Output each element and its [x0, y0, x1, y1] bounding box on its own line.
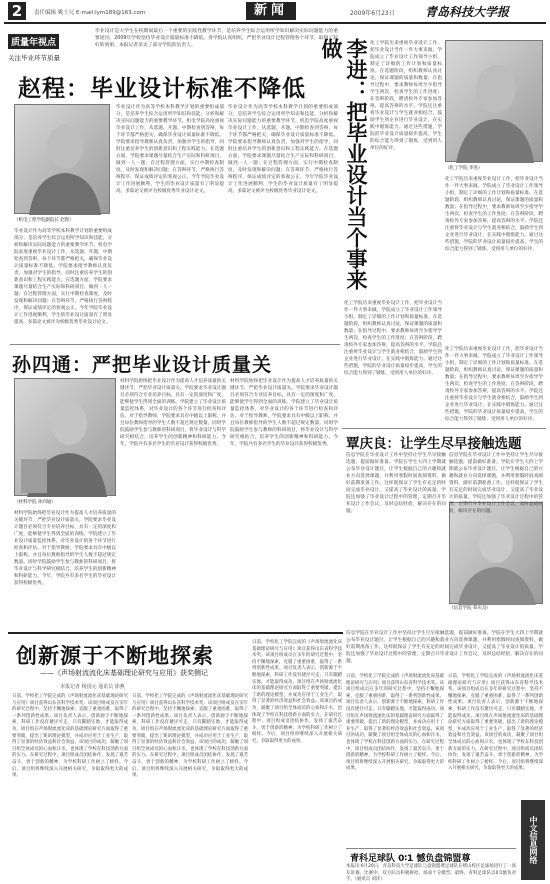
headline-sun: 孙四通：严把毕业设计质量关: [12, 354, 273, 376]
editor-line: 责任编辑 姚士兄 E-mail:lym189@163.com: [34, 10, 146, 16]
body-li-4: 化工学院历来重视毕业设计工作，把毕业设计当作一件大事来做。学院成立了毕业设计工作领导小组，制定了详细的工作计划和质量标准。在选题阶段，组织教师认真讨论，保证课题的质量和数量；在指导过程中，要求教师每周至少指导学生两次，检查学生的工作进度；在答辩阶段，聘请校外专家参加答辩，提高答辩的水平。学院还注重将毕业设计与学生就业相结合，鼓励学生到企业进行毕业设计，在实践中锻炼能力。通过这些措施，学院的毕业设计质量稳步提高，学生的综合能力得到了锻炼，受到用人单位的好评。: [445, 347, 543, 422]
paper-name: 青岛科技大学报: [425, 5, 510, 19]
page-number: 2: [8, 2, 26, 20]
body-sun-1: 材料学院始终把毕业设计作为提高人才培养质量的关键环节，严把毕业设计质量关。学院要求毕业设计题目必须符合专业培养目标，具有一定的深度和广度，能够使学生得到全面的训练。学院建立了毕业设计质量监控体系，对毕业设计的各个环节进行检查和评估。对于指导教师，学院要求具有中级以上职称，并且每位教师指导的学生人数不超过规定数量。同时学院鼓励学生参与教师的科研项目，将毕业设计与科学研究相结合，培养学生的创新精神和科研能力。今年，学院共有多名学生的毕业设计获得校级优秀。: [14, 511, 116, 586]
body-innovation-2: 日前，学校化工学院完成的《声场射流流化床基础理论研究与应用》项目获得山东省科学技术奖。该项目组成员在多年的研究过程中，坚持不懈地探索，克服了重重困难，取得了一系列创新性成果。项目负责人表示，创新源于不断地探索，科研工作没有捷径可走，只有脚踏实地，才能取得成功。项目组在声场射流流化床的基础理论研究方面取得了重要突破，提出了新的理论模型，并成功应用于工业生产，取得了显著的经济效益和社会效益。该项目的成功，凝聚了项目组全体成员的心血和汗水，也体现了学校在科技创新方面的实力。在研究过程中，项目组成员团结协作，发扬了艰苦奋斗、勇于创新的精神，为学校科研工作树立了榜样。今后，项目组将继续深入开展相关研究，争取取得更大的成果。: [132, 694, 248, 779]
masthead: [0, 0, 550, 24]
masthead-rule: [4, 22, 546, 24]
issue-date: 2009年6月23日: [350, 10, 395, 17]
caption-zhao: （机电工程学院副院长 赵程）: [14, 218, 74, 223]
headline-innovation: 创新源于不断地探索: [16, 644, 214, 668]
caption-qin: （信息学院 覃庆良）: [449, 606, 491, 611]
section-divider: [8, 632, 343, 634]
photo-zhao: [14, 104, 110, 214]
body-innovation-1: 日前，学校化工学院完成的《声场射流流化床基础理论研究与应用》项目获得山东省科学技术奖。该项目组成员在多年的研究过程中，坚持不懈地探索，克服了重重困难，取得了一系列创新性成果。项目负责人表示，创新源于不断地探索，科研工作没有捷径可走，只有脚踏实地，才能取得成功。项目组在声场射流流化床的基础理论研究方面取得了重要突破，提出了新的理论模型，并成功应用于工业生产，取得了显著的经济效益和社会效益。该项目的成功，凝聚了项目组全体成员的心血和汗水，也体现了学校在科技创新方面的实力。在研究过程中，项目组成员团结协作，发扬了艰苦奋斗、勇于创新的精神，为学校科研工作树立了榜样。今后，项目组将继续深入开展相关研究，争取取得更大的成果。: [12, 694, 128, 779]
caption-sun: （材料学院 孙四通）: [14, 500, 56, 505]
portrait-icon: [15, 105, 111, 215]
caption-li: （化工学院 李进）: [445, 166, 483, 171]
lead-text: 毕业设计是大学生在校期间最后一个重要的实践性教学环节，是培养学生综合运用所学知识解决实际问题能力的重要途径。2009年学校坚持毕业设计质量标准不降低，各学院认真组织，严把毕业设计过程管理各个环节，取得了较好的效果。本报记者采访了部分学院的负责人。: [95, 29, 338, 48]
subhead-innovation: ——《声场射流流化床基础理论研究与应用》获奖侧记: [40, 669, 208, 677]
section-title: 新闻: [246, 2, 296, 20]
body-sun-3: 材料学院始终把毕业设计作为提高人才培养质量的关键环节，严把毕业设计质量关。学院要求毕业设计题目必须符合专业培养目标，具有一定的深度和广度，能够使学生得到全面的训练。学院建立了毕业设计质量监控体系，对毕业设计的各个环节进行检查和评估。对于指导教师，学院要求具有中级以上职称，并且每位教师指导的学生人数不超过规定数量。同时学院鼓励学生参与教师的科研项目，将毕业设计与科学研究相结合，培养学生的创新精神和科研能力。今年，学院共有多名学生的毕业设计获得校级优秀。: [230, 379, 338, 447]
body-zhao-1: 毕业设计作为高等学校本科教学计划的重要组成部分，是培养学生综合运用所学知识和技能，分析和解决实际问题能力的重要教学环节。机电学院高度重视毕业设计工作，从选题、开题、中期检查到答辩，每个环节都严格把关，确保毕业设计质量标准不降低。学院要求指导教师认真负责，加强对学生的指导，同时注重培养学生的创新意识和工程实践能力。在选题方面，学院要求课题尽量结合生产实际和科研项目，做到一人一题；在过程管理方面，实行中期检查制度，及时发现和解决问题；在答辩环节，严格执行答辩程序，保证成绩评定的客观公正。今年学院毕业设计工作进展顺利，学生的毕业设计质量有了明显提高，多篇论文被评为校级优秀毕业设计论文。: [14, 229, 112, 325]
photo-sun: [14, 378, 116, 496]
body-li-3: 化工学院历来重视毕业设计工作，把毕业设计当作一件大事来做。学院成立了毕业设计工作领导小组，制定了详细的工作计划和质量标准。在选题阶段，组织教师认真讨论，保证课题的质量和数量；在指导过程中，要求教师每周至少指导学生两次，检查学生的工作进度；在答辩阶段，聘请校外专家参加答辩，提高答辩的水平。学院还注重将毕业设计与学生就业相结合，鼓励学生到企业进行毕业设计，在实践中锻炼能力。通过这些措施，学院的毕业设计质量稳步提高，学生的综合能力得到了锻炼，受到用人单位的好评。: [344, 301, 442, 376]
body-qin-1: 信息学院在毕业设计工作中坚持让学生尽早接触选题，提前做好准备。学院在学生大四上学期就公布毕业设计题目，让学生根据自己的兴趣和就业方向选择课题，并利用寒假时间查阅资料，做好前期准备工作。这样既保证了学生有充足的时间完成毕业设计，又提高了毕业设计的质量。学院还加强了毕业设计过程中的管理，定期召开毕业设计工作会议，及时总结经验，解决存在的问题。: [346, 453, 446, 514]
photo-li: [445, 40, 543, 162]
body-football: 本报讯 6月20日，青岛科技大学足球队与盘锦盟尊足球队在崂山校区足球场进行了一场友谊赛。比赛中，双方队员积极拼抢，场面十分激烈。最终，青科足球队以0∶1憾负对手。（通讯员 刘洋）: [346, 864, 516, 883]
rule-2: [342, 428, 546, 429]
headline-zhao: 赵程：毕业设计标准不降低: [18, 76, 306, 102]
column-tag-title: 质量年视点: [8, 34, 59, 49]
headline-football: 青科足球队 0∶1 憾负盘锦盟尊: [350, 854, 471, 864]
body-li-2: 化工学院历来重视毕业设计工作，把毕业设计当作一件大事来做。学院成立了毕业设计工作领导小组，制定了详细的工作计划和质量标准。在选题阶段，组织教师认真讨论，保证课题的质量和数量；在指导过程中，要求教师每周至少指导学生两次，检查学生的工作进度；在答辩阶段，聘请校外专家参加答辩，提高答辩的水平。学院还注重将毕业设计与学生就业相结合，鼓励学生到企业进行毕业设计，在实践中锻炼能力。通过这些措施，学院的毕业设计质量稳步提高，学生的综合能力得到了锻炼，受到用人单位的好评。: [445, 177, 543, 252]
body-sun-2: 材料学院始终把毕业设计作为提高人才培养质量的关键环节，严把毕业设计质量关。学院要求毕业设计题目必须符合专业培养目标，具有一定的深度和广度，能够使学生得到全面的训练。学院建立了毕业设计质量监控体系，对毕业设计的各个环节进行检查和评估。对于指导教师，学院要求具有中级以上职称，并且每位教师指导的学生人数不超过规定数量。同时学院鼓励学生参与教师的科研项目，将毕业设计与科学研究相结合，培养学生的创新精神和科研能力。今年，学院共有多名学生的毕业设计获得校级优秀。: [120, 379, 226, 447]
body-innovation-3: 日前，学校化工学院完成的《声场射流流化床基础理论研究与应用》项目获得山东省科学技术奖。该项目组成员在多年的研究过程中，坚持不懈地探索，克服了重重困难，取得了一系列创新性成果。项目负责人表示，创新源于不断地探索，科研工作没有捷径可走，只有脚踏实地，才能取得成功。项目组在声场射流流化床的基础理论研究方面取得了重要突破，提出了新的理论模型，并成功应用于工业生产，取得了显著的经济效益和社会效益。该项目的成功，凝聚了项目组全体成员的心血和汗水，也体现了学校在科技创新方面的实力。在研究过程中，项目组成员团结协作，发扬了艰苦奋斗、勇于创新的精神，为学校科研工作树立了榜样。今后，项目组将继续深入开展相关研究，争取取得更大的成果。: [252, 640, 342, 744]
body-qin-2: 信息学院在毕业设计工作中坚持让学生尽早接触选题，提前做好准备。学院在学生大四上学期就公布毕业设计题目，让学生根据自己的兴趣和就业方向选择课题，并利用寒假时间查阅资料，做好前期准备工作。这样既保证了学生有充足的时间完成毕业设计，又提高了毕业设计的质量。学院还加强了毕业设计过程中的管理，定期召开毕业设计工作会议，及时总结经验，解决存在的问题。: [449, 453, 543, 514]
rule-1: [10, 344, 340, 345]
rule-football: [346, 848, 516, 849]
column-tag: [8, 30, 88, 60]
sidebar-vertical: 中文信息网络: [521, 800, 545, 880]
body-zhao-3: 毕业设计作为高等学校本科教学计划的重要组成部分，是培养学生综合运用所学知识和技能，分析和解决实际问题能力的重要教学环节。机电学院高度重视毕业设计工作，从选题、开题、中期检查到答辩，每个环节都严格把关，确保毕业设计质量标准不降低。学院要求指导教师认真负责，加强对学生的指导，同时注重培养学生的创新意识和工程实践能力。在选题方面，学院要求课题尽量结合生产实际和科研项目，做到一人一题；在过程管理方面，实行中期检查制度，及时发现和解决问题；在答辩环节，严格执行答辩程序，保证成绩评定的客观公正。今年学院毕业设计工作进展顺利，学生的毕业设计质量有了明显提高，多篇论文被评为校级优秀毕业设计论文。: [228, 105, 338, 194]
headline-li: 李进：把毕业设计当个事来做: [319, 38, 368, 290]
byline-innovation: 本报记者 杨国元 通讯员 徐燕: [60, 684, 125, 690]
body-innovation-5: 日前，学校化工学院完成的《声场射流流化床基础理论研究与应用》项目获得山东省科学技术奖。该项目组成员在多年的研究过程中，坚持不懈地探索，克服了重重困难，取得了一系列创新性成果。项目负责人表示，创新源于不断地探索，科研工作没有捷径可走，只有脚踏实地，才能取得成功。项目组在声场射流流化床的基础理论研究方面取得了重要突破，提出了新的理论模型，并成功应用于工业生产，取得了显著的经济效益和社会效益。该项目的成功，凝聚了项目组全体成员的心血和汗水，也体现了学校在科技创新方面的实力。在研究过程中，项目组成员团结协作，发扬了艰苦奋斗、勇于创新的精神，为学校科研工作树立了榜样。今后，项目组将继续深入开展相关研究，争取取得更大的成果。: [448, 674, 543, 772]
body-li-1: 化工学院历来重视毕业设计工作，把毕业设计当作一件大事来做。学院成立了毕业设计工作领导小组，制定了详细的工作计划和质量标准。在选题阶段，组织教师认真讨论，保证课题的质量和数量；在指导过程中，要求教师每周至少指导学生两次，检查学生的工作进度；在答辩阶段，聘请校外专家参加答辩，提高答辩的水平。学院还注重将毕业设计与学生就业相结合，鼓励学生到企业进行毕业设计，在实践中锻炼能力。通过这些措施，学院的毕业设计质量稳步提高，学生的综合能力得到了锻炼，受到用人单位的好评。: [370, 41, 442, 151]
portrait-icon: [15, 379, 117, 497]
portrait-icon: [446, 41, 544, 163]
body-zhao-2: 毕业设计作为高等学校本科教学计划的重要组成部分，是培养学生综合运用所学知识和技能，分析和解决实际问题能力的重要教学环节。机电学院高度重视毕业设计工作，从选题、开题、中期检查到答辩，每个环节都严格把关，确保毕业设计质量标准不降低。学院要求指导教师认真负责，加强对学生的指导，同时注重培养学生的创新意识和工程实践能力。在选题方面，学院要求课题尽量结合生产实际和科研项目，做到一人一题；在过程管理方面，实行中期检查制度，及时发现和解决问题；在答辩环节，严格执行答辩程序，保证成绩评定的客观公正。今年学院毕业设计工作进展顺利，学生的毕业设计质量有了明显提高，多篇论文被评为校级优秀毕业设计论文。: [116, 105, 224, 194]
body-innovation-4: 日前，学校化工学院完成的《声场射流流化床基础理论研究与应用》项目获得山东省科学技术奖。该项目组成员在多年的研究过程中，坚持不懈地探索，克服了重重困难，取得了一系列创新性成果。项目负责人表示，创新源于不断地探索，科研工作没有捷径可走，只有脚踏实地，才能取得成功。项目组在声场射流流化床的基础理论研究方面取得了重要突破，提出了新的理论模型，并成功应用于工业生产，取得了显著的经济效益和社会效益。该项目的成功，凝聚了项目组全体成员的心血和汗水，也体现了学校在科技创新方面的实力。在研究过程中，项目组成员团结协作，发扬了艰苦奋斗、勇于创新的精神，为学校科研工作树立了榜样。今后，项目组将继续深入开展相关研究，争取取得更大的成果。: [346, 674, 444, 772]
portrait-icon: [450, 503, 544, 605]
photo-qin: [449, 502, 543, 604]
column-tag-subtitle: 关注毕业环节质量: [8, 54, 60, 62]
headline-qin: 覃庆良：让学生尽早接触选题: [346, 436, 522, 452]
body-qin-3: 信息学院在毕业设计工作中坚持让学生尽早接触选题，提前做好准备。学院在学生大四上学期就公布毕业设计题目，让学生根据自己的兴趣和就业方向选择课题，并利用寒假时间查阅资料，做好前期准备工作。这样既保证了学生有充足的时间完成毕业设计，又提高了毕业设计的质量。学院还加强了毕业设计过程中的管理，定期召开毕业设计工作会议，及时总结经验，解决存在的问题。: [346, 631, 543, 664]
